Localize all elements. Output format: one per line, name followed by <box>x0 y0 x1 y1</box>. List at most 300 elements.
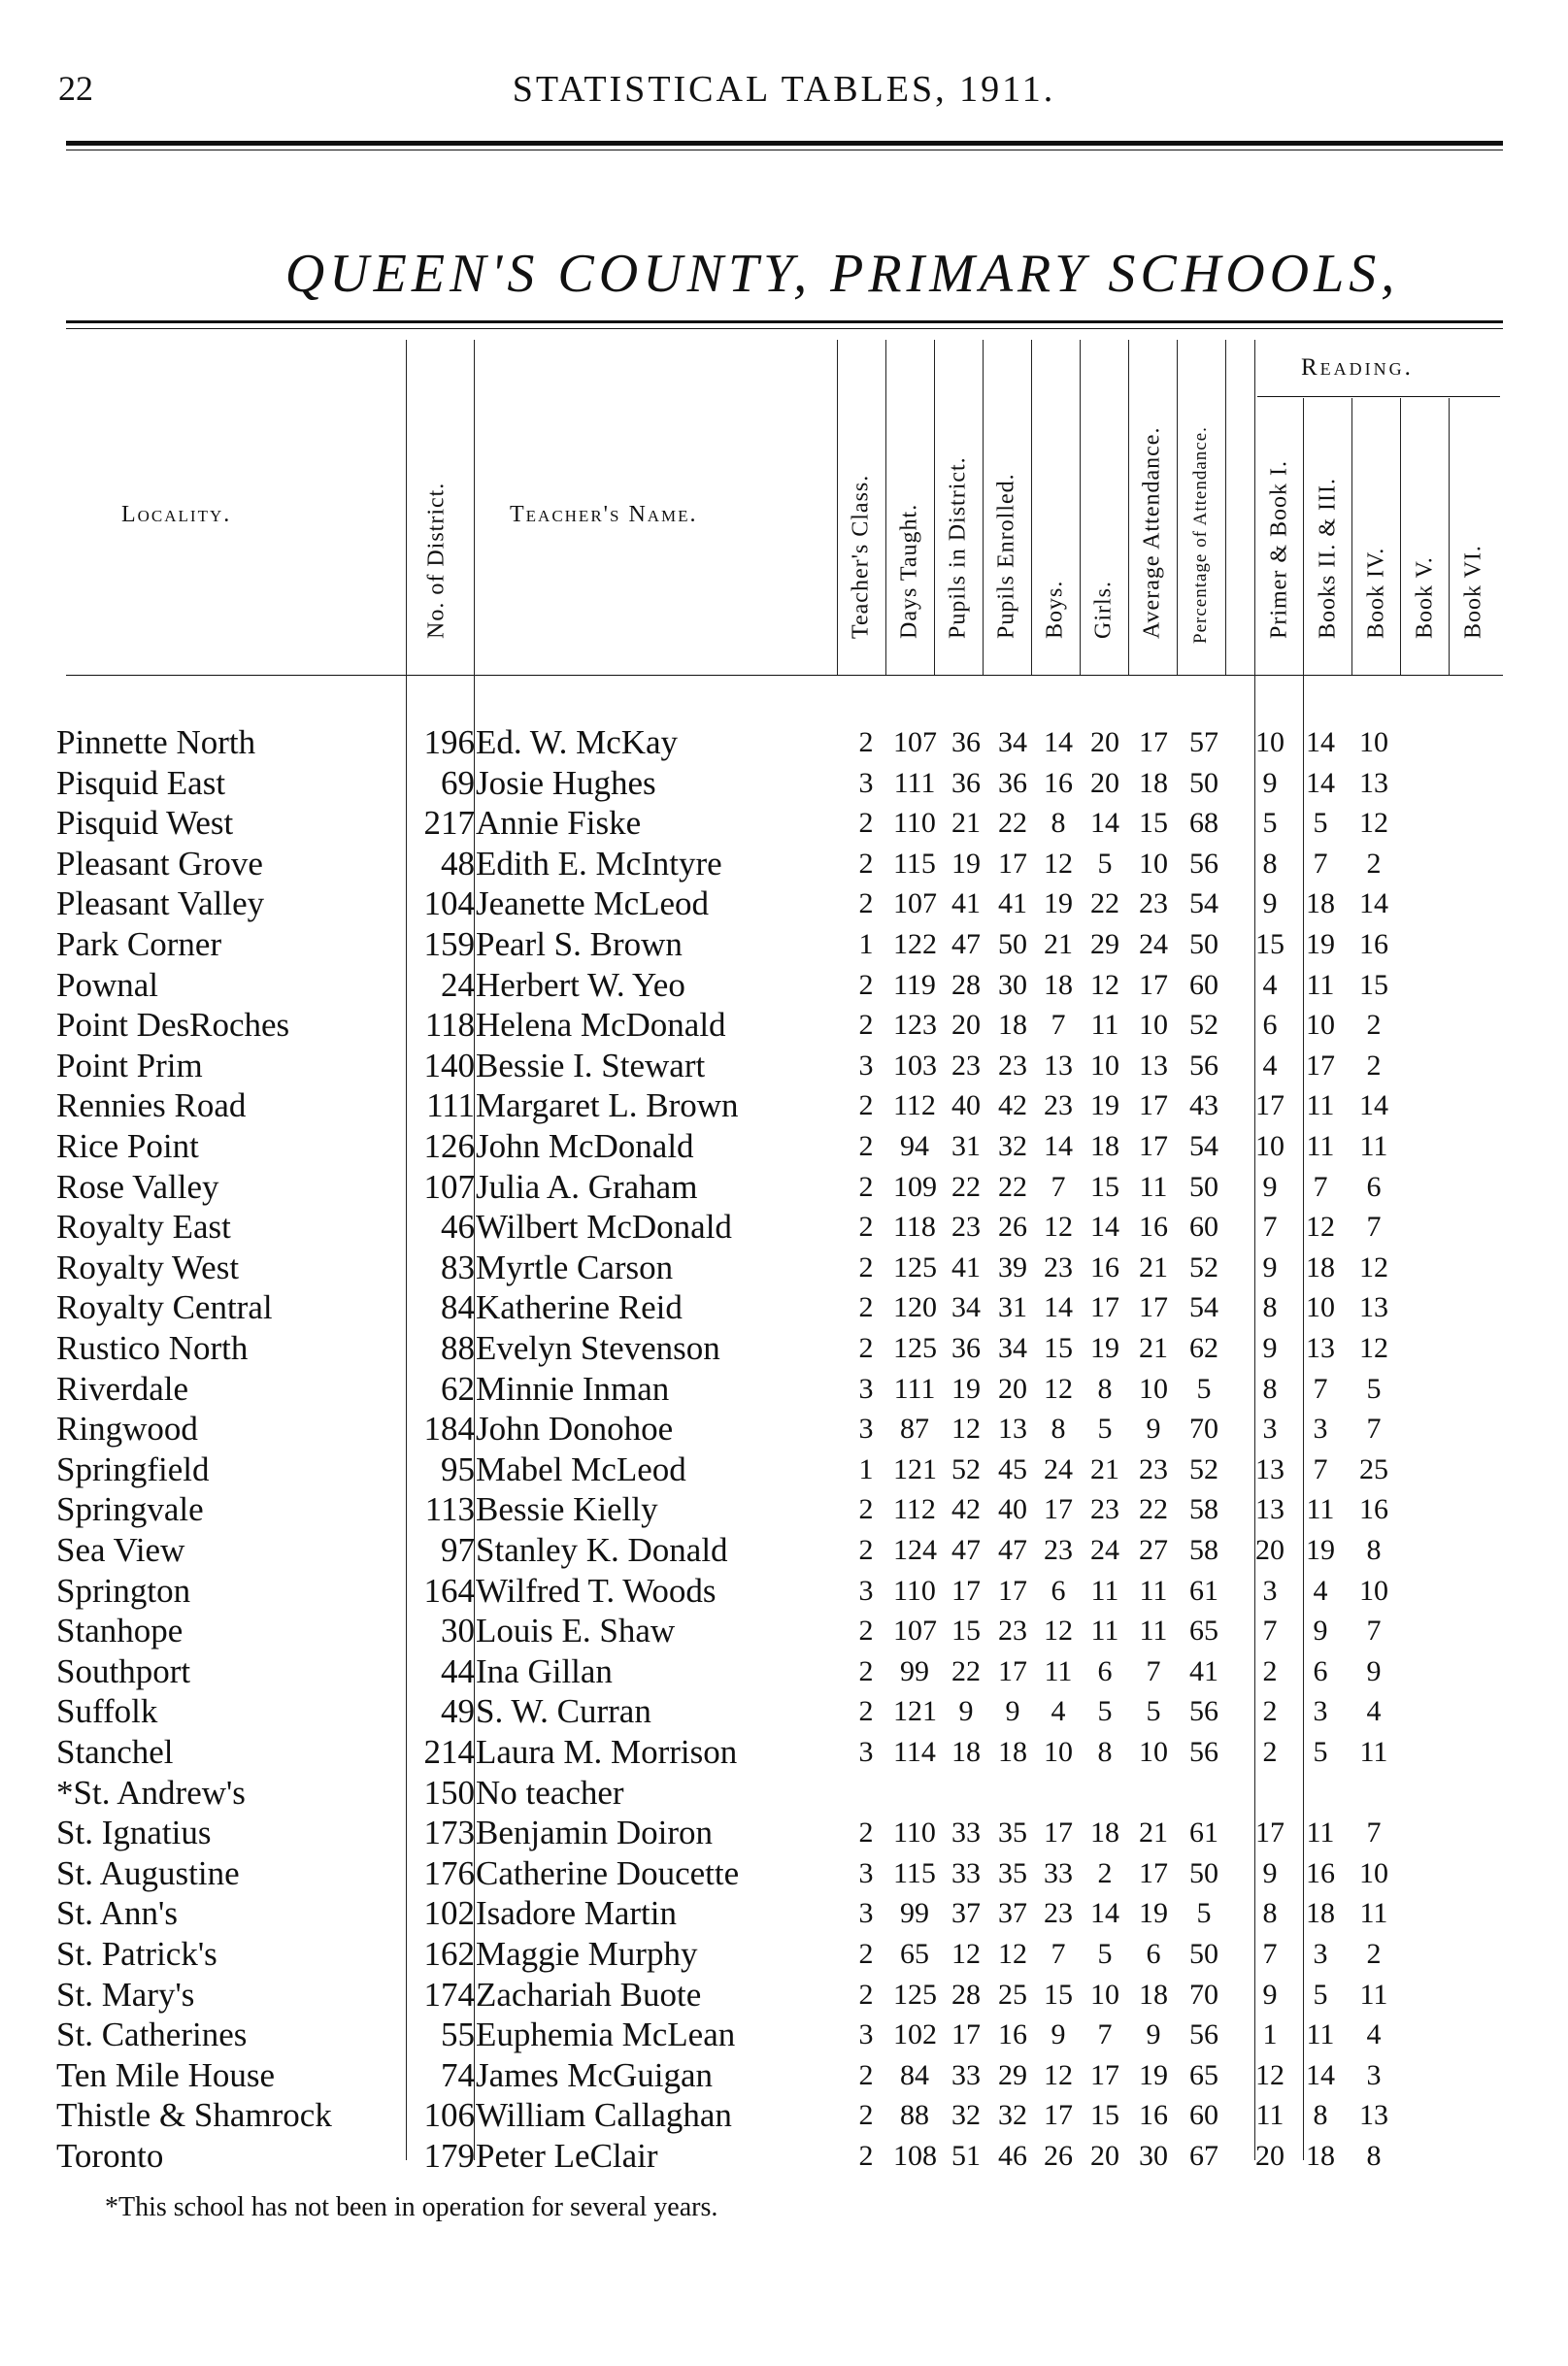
table-row <box>0 1732 1568 1773</box>
value-cell: 2 <box>1262 1695 1278 1728</box>
locality-cell: Springton <box>56 1571 191 1610</box>
value-cell: 65 <box>1189 2058 1218 2091</box>
value-cell: 119 <box>893 968 936 1001</box>
value-cell: 23 <box>1044 1897 1073 1930</box>
teacher-name-cell: S. W. Curran <box>476 1692 651 1731</box>
district-number-cell: 74 <box>441 2055 475 2094</box>
reading-header: Reading. <box>1301 354 1414 381</box>
district-number-cell: 69 <box>441 763 475 802</box>
teacher-name-cell: James McGuigan <box>476 2055 713 2094</box>
value-cell: 11 <box>1306 1089 1335 1122</box>
value-cell: 56 <box>1189 847 1218 880</box>
value-cell: 46 <box>998 2140 1027 2172</box>
value-cell: 2 <box>858 1816 874 1849</box>
value-cell: 19 <box>1306 1534 1335 1566</box>
value-cell: 68 <box>1189 807 1218 840</box>
value-cell: 5 <box>1313 1736 1328 1768</box>
teacher-name-cell: Wilfred T. Woods <box>476 1571 717 1610</box>
value-cell: 125 <box>893 1332 937 1364</box>
value-cell: 5 <box>1097 847 1113 880</box>
district-number-cell: 217 <box>423 804 475 843</box>
district-number-cell: 24 <box>441 965 475 1004</box>
value-cell: 34 <box>951 1291 981 1324</box>
value-cell: 2 <box>858 1493 874 1526</box>
value-cell: 12 <box>1044 1372 1073 1405</box>
page-number: 22 <box>58 69 93 108</box>
value-cell: 30 <box>998 968 1027 1001</box>
value-cell: 19 <box>1044 887 1073 920</box>
teacher-name-cell: Helena McDonald <box>476 1006 726 1045</box>
value-cell: 18 <box>1139 1978 1168 2011</box>
value-cell: 7 <box>1366 1615 1382 1648</box>
column-rule <box>1177 340 1178 675</box>
value-cell: 102 <box>893 2018 937 2051</box>
value-cell: 3 <box>858 1413 874 1446</box>
value-cell: 114 <box>893 1736 936 1768</box>
value-cell: 2 <box>858 1170 874 1203</box>
teacher-name-cell: Bessie I. Stewart <box>476 1046 706 1084</box>
value-cell: 3 <box>1262 1574 1278 1607</box>
value-cell: 107 <box>893 1615 937 1648</box>
district-number-cell: 162 <box>423 1935 475 1973</box>
value-cell: 12 <box>998 1938 1027 1970</box>
value-cell: 8 <box>1051 807 1066 840</box>
value-cell: 5 <box>1196 1897 1212 1930</box>
value-cell: 18 <box>998 1736 1027 1768</box>
value-cell: 12 <box>1359 807 1388 840</box>
teacher-name-cell: Ina Gillan <box>476 1651 613 1690</box>
value-cell: 20 <box>1090 2140 1119 2172</box>
value-cell: 50 <box>1189 928 1218 960</box>
teacher-name-cell: Herbert W. Yeo <box>476 965 685 1004</box>
teacher-name-cell: Catherine Doucette <box>476 1853 740 1892</box>
value-cell: 5 <box>1262 807 1278 840</box>
value-cell: 23 <box>998 1049 1027 1082</box>
value-cell: 56 <box>1189 1049 1218 1082</box>
value-cell: 12 <box>1044 847 1073 880</box>
value-cell: 9 <box>1146 2018 1161 2051</box>
value-cell: 10 <box>1359 726 1388 758</box>
district-number-cell: 111 <box>426 1086 475 1125</box>
value-cell: 17 <box>998 1574 1027 1607</box>
value-cell: 23 <box>1044 1250 1073 1283</box>
value-cell: 7 <box>1313 1170 1328 1203</box>
value-cell: 11 <box>1255 2099 1284 2132</box>
value-cell: 107 <box>893 887 937 920</box>
value-cell: 15 <box>1044 1332 1073 1364</box>
value-cell: 24 <box>1044 1452 1073 1485</box>
value-cell: 21 <box>1139 1332 1168 1364</box>
value-cell: 20 <box>1090 766 1119 799</box>
value-cell: 2 <box>858 968 874 1001</box>
district-number-cell: 179 <box>423 2137 475 2175</box>
value-cell: 12 <box>1359 1332 1388 1364</box>
value-cell: 12 <box>951 1938 981 1970</box>
locality-cell: Rose Valley <box>56 1167 219 1206</box>
value-cell: 6 <box>1051 1574 1066 1607</box>
value-cell: 29 <box>998 2058 1027 2091</box>
value-cell: 13 <box>998 1413 1027 1446</box>
value-cell: 7 <box>1262 1615 1278 1648</box>
value-cell: 2 <box>858 1615 874 1648</box>
value-cell: 51 <box>951 2140 981 2172</box>
value-cell: 62 <box>1189 1332 1218 1364</box>
teacher-name-cell: Louis E. Shaw <box>476 1612 676 1650</box>
table-row <box>0 1085 1568 1126</box>
locality-cell: Pisquid East <box>56 763 226 802</box>
teacher-name-cell: Edith E. McIntyre <box>476 844 722 883</box>
value-cell: 36 <box>951 726 981 758</box>
district-number-cell: 159 <box>423 925 475 963</box>
table-row <box>0 1571 1568 1612</box>
value-cell: 54 <box>1189 1130 1218 1162</box>
locality-cell: Royalty West <box>56 1248 240 1286</box>
value-cell: 10 <box>1139 1009 1168 1042</box>
value-cell: 2 <box>858 1250 874 1283</box>
teacher-class-header: Teacher's Class. <box>848 474 874 639</box>
value-cell: 31 <box>951 1130 981 1162</box>
days-header: Days Taught. <box>896 503 922 639</box>
locality-cell: Thistle & Shamrock <box>56 2096 332 2135</box>
locality-cell: Pinnette North <box>56 723 256 761</box>
value-cell: 50 <box>998 928 1027 960</box>
district-number-cell: 62 <box>441 1369 475 1408</box>
district-number-cell: 44 <box>441 1651 475 1690</box>
value-cell: 8 <box>1366 1534 1382 1566</box>
value-cell: 5 <box>1146 1695 1161 1728</box>
value-cell: 52 <box>1189 1009 1218 1042</box>
locality-cell: St. Ignatius <box>56 1814 212 1852</box>
value-cell: 7 <box>1051 1170 1066 1203</box>
teacher-name-cell: Ed. W. McKay <box>476 723 679 761</box>
value-cell: 33 <box>951 1816 981 1849</box>
value-cell: 47 <box>951 1534 981 1566</box>
value-cell: 14 <box>1090 1211 1119 1244</box>
value-cell: 19 <box>951 1372 981 1405</box>
value-cell: 17 <box>1139 1089 1168 1122</box>
value-cell: 7 <box>1097 2018 1113 2051</box>
value-cell: 107 <box>893 726 937 758</box>
value-cell: 17 <box>1139 1856 1168 1889</box>
value-cell: 17 <box>1044 1493 1073 1526</box>
district-number-cell: 88 <box>441 1329 475 1367</box>
value-cell: 2 <box>858 847 874 880</box>
value-cell: 17 <box>1255 1816 1284 1849</box>
value-cell: 70 <box>1189 1978 1218 2011</box>
locality-cell: St. Augustine <box>56 1853 240 1892</box>
value-cell: 7 <box>1313 1452 1328 1485</box>
locality-cell: Springvale <box>56 1490 204 1529</box>
value-cell: 22 <box>1139 1493 1168 1526</box>
value-cell: 70 <box>1189 1413 1218 1446</box>
value-cell: 9 <box>1366 1654 1382 1687</box>
value-cell: 41 <box>951 887 981 920</box>
district-number-cell: 173 <box>423 1814 475 1852</box>
girls-header: Girls. <box>1090 581 1117 639</box>
locality-cell: St. Ann's <box>56 1894 178 1933</box>
teacher-name-cell: Benjamin Doiron <box>476 1814 713 1852</box>
value-cell: 18 <box>1090 1130 1119 1162</box>
column-rule <box>1031 340 1032 675</box>
value-cell: 15 <box>1139 807 1168 840</box>
value-cell: 35 <box>998 1816 1027 1849</box>
value-cell: 47 <box>998 1534 1027 1566</box>
value-cell: 27 <box>1139 1534 1168 1566</box>
value-cell: 10 <box>1359 1856 1388 1889</box>
value-cell: 23 <box>1139 887 1168 920</box>
value-cell: 2 <box>858 726 874 758</box>
percentage-attendance-header: Percentage of Attendance. <box>1190 426 1211 644</box>
table-row <box>0 1691 1568 1732</box>
locality-cell: St. Mary's <box>56 1975 195 2014</box>
locality-cell: Suffolk <box>56 1692 158 1731</box>
value-cell: 28 <box>951 968 981 1001</box>
value-cell: 17 <box>1090 1291 1119 1324</box>
value-cell: 111 <box>893 766 936 799</box>
book-6-header: Book VI. <box>1460 545 1486 639</box>
value-cell: 22 <box>951 1170 981 1203</box>
value-cell: 109 <box>893 1170 937 1203</box>
column-rule <box>1400 398 1401 675</box>
value-cell: 110 <box>893 807 936 840</box>
value-cell: 87 <box>900 1413 929 1446</box>
value-cell: 11 <box>1306 2018 1335 2051</box>
value-cell: 9 <box>958 1695 974 1728</box>
value-cell: 7 <box>1313 1372 1328 1405</box>
column-rule <box>885 340 886 675</box>
table-row <box>0 1651 1568 1692</box>
primer-header: Primer & Book I. <box>1266 460 1292 639</box>
value-cell: 6 <box>1313 1654 1328 1687</box>
pupils-enrolled-header: Pupils Enrolled. <box>993 473 1019 639</box>
value-cell: 5 <box>1097 1695 1113 1728</box>
value-cell: 9 <box>1005 1695 1020 1728</box>
value-cell: 7 <box>1146 1654 1161 1687</box>
value-cell: 50 <box>1189 1170 1218 1203</box>
table-row <box>0 1248 1568 1288</box>
table-row <box>0 1207 1568 1248</box>
value-cell: 2 <box>858 1211 874 1244</box>
value-cell: 23 <box>1090 1493 1119 1526</box>
value-cell: 32 <box>998 2099 1027 2132</box>
value-cell: 5 <box>1366 1372 1382 1405</box>
table-row <box>0 1005 1568 1046</box>
value-cell: 28 <box>951 1978 981 2011</box>
district-number-cell: 97 <box>441 1531 475 1569</box>
value-cell: 8 <box>1262 1372 1278 1405</box>
value-cell: 2 <box>858 1089 874 1122</box>
value-cell: 3 <box>1313 1938 1328 1970</box>
value-cell: 14 <box>1306 726 1335 758</box>
value-cell: 56 <box>1189 1736 1218 1768</box>
teacher-name-cell: Julia A. Graham <box>476 1167 698 1206</box>
value-cell: 9 <box>1262 1332 1278 1364</box>
value-cell: 34 <box>998 726 1027 758</box>
value-cell: 61 <box>1189 1574 1218 1607</box>
value-cell: 1 <box>858 1452 874 1485</box>
locality-cell: Royalty East <box>56 1208 231 1247</box>
value-cell: 3 <box>858 1574 874 1607</box>
locality-cell: Toronto <box>56 2137 164 2175</box>
value-cell: 5 <box>1313 1978 1328 2011</box>
table-row <box>0 844 1568 884</box>
value-cell: 45 <box>998 1452 1027 1485</box>
value-cell: 10 <box>1359 1574 1388 1607</box>
value-cell: 3 <box>858 1049 874 1082</box>
value-cell: 17 <box>1306 1049 1335 1082</box>
value-cell: 2 <box>858 2058 874 2091</box>
value-cell: 11 <box>1090 1615 1119 1648</box>
value-cell: 120 <box>893 1291 937 1324</box>
teacher-name-cell: Wilbert McDonald <box>476 1208 732 1247</box>
table-row <box>0 1450 1568 1490</box>
value-cell: 112 <box>893 1089 936 1122</box>
locality-cell: Pisquid West <box>56 804 234 843</box>
value-cell: 12 <box>1090 968 1119 1001</box>
value-cell: 2 <box>1366 847 1382 880</box>
table-row <box>0 1328 1568 1369</box>
value-cell: 16 <box>998 2018 1027 2051</box>
value-cell: 11 <box>1090 1574 1119 1607</box>
column-rule <box>1080 340 1081 675</box>
value-cell: 17 <box>998 1654 1027 1687</box>
column-rule <box>1351 398 1352 675</box>
value-cell: 16 <box>1139 1211 1168 1244</box>
value-cell: 11 <box>1359 1130 1388 1162</box>
value-cell: 125 <box>893 1978 937 2011</box>
table-row <box>0 1893 1568 1934</box>
locality-cell: *St. Andrew's <box>56 1773 246 1812</box>
teacher-name-cell: Maggie Murphy <box>476 1935 698 1973</box>
value-cell: 10 <box>1090 1978 1119 2011</box>
teacher-name-cell: William Callaghan <box>476 2096 732 2135</box>
value-cell: 11 <box>1139 1170 1168 1203</box>
locality-cell: St. Catherines <box>56 2016 248 2054</box>
locality-cell: Sea View <box>56 1531 185 1569</box>
value-cell: 11 <box>1359 1978 1388 2011</box>
value-cell: 26 <box>998 1211 1027 1244</box>
value-cell: 18 <box>1306 887 1335 920</box>
value-cell: 99 <box>900 1897 929 1930</box>
value-cell: 9 <box>1262 887 1278 920</box>
value-cell: 8 <box>1097 1736 1113 1768</box>
value-cell: 52 <box>1189 1250 1218 1283</box>
value-cell: 42 <box>951 1493 981 1526</box>
value-cell: 4 <box>1366 1695 1382 1728</box>
district-number-cell: 140 <box>423 1046 475 1084</box>
value-cell: 9 <box>1262 1250 1278 1283</box>
value-cell: 6 <box>1146 1938 1161 1970</box>
teacher-name-cell: Zachariah Buote <box>476 1975 702 2014</box>
value-cell: 5 <box>1196 1372 1212 1405</box>
value-cell: 16 <box>1090 1250 1119 1283</box>
value-cell: 13 <box>1139 1049 1168 1082</box>
value-cell: 18 <box>1306 1250 1335 1283</box>
value-cell: 40 <box>951 1089 981 1122</box>
value-cell: 60 <box>1189 968 1218 1001</box>
value-cell: 23 <box>1044 1089 1073 1122</box>
value-cell: 7 <box>1366 1413 1382 1446</box>
value-cell: 29 <box>1090 928 1119 960</box>
district-number-cell: 95 <box>441 1450 475 1488</box>
value-cell: 58 <box>1189 1534 1218 1566</box>
table-row <box>0 1126 1568 1167</box>
value-cell: 36 <box>951 766 981 799</box>
teacher-name-cell: Katherine Reid <box>476 1288 683 1327</box>
value-cell: 61 <box>1189 1816 1218 1849</box>
district-number-cell: 118 <box>424 1006 475 1045</box>
locality-header: Locality. <box>121 502 232 527</box>
locality-cell: Stanchel <box>56 1733 174 1771</box>
value-cell: 3 <box>858 2018 874 2051</box>
value-cell: 2 <box>858 1130 874 1162</box>
value-cell: 4 <box>1366 2018 1382 2051</box>
value-cell: 11 <box>1359 1897 1388 1930</box>
value-cell: 8 <box>1313 2099 1328 2132</box>
value-cell: 60 <box>1189 1211 1218 1244</box>
district-number-cell: 164 <box>423 1571 475 1610</box>
value-cell: 15 <box>1090 1170 1119 1203</box>
locality-cell: Ten Mile House <box>56 2055 276 2094</box>
value-cell: 1 <box>858 928 874 960</box>
value-cell: 6 <box>1262 1009 1278 1042</box>
value-cell: 3 <box>858 1897 874 1930</box>
value-cell: 6 <box>1097 1654 1113 1687</box>
value-cell: 110 <box>893 1816 936 1849</box>
value-cell: 2 <box>858 1534 874 1566</box>
value-cell: 4 <box>1313 1574 1328 1607</box>
locality-cell: Ringwood <box>56 1410 198 1449</box>
value-cell: 15 <box>951 1615 981 1648</box>
teacher-name-cell: Pearl S. Brown <box>476 925 683 963</box>
value-cell: 52 <box>1189 1452 1218 1485</box>
value-cell: 11 <box>1306 1816 1335 1849</box>
value-cell: 15 <box>1044 1978 1073 2011</box>
teacher-name-cell: No teacher <box>476 1773 624 1812</box>
district-number-cell: 176 <box>423 1853 475 1892</box>
value-cell: 17 <box>1139 726 1168 758</box>
value-cell: 16 <box>1359 928 1388 960</box>
top-rule-thick <box>66 141 1503 146</box>
value-cell: 19 <box>1090 1089 1119 1122</box>
teacher-name-cell: Stanley K. Donald <box>476 1531 728 1569</box>
teacher-name-cell: Josie Hughes <box>476 763 656 802</box>
value-cell: 50 <box>1189 1938 1218 1970</box>
district-number-cell: 196 <box>423 723 475 761</box>
value-cell: 2 <box>1366 1049 1382 1082</box>
value-cell: 9 <box>1262 766 1278 799</box>
value-cell: 4 <box>1262 1049 1278 1082</box>
table-row <box>0 803 1568 844</box>
table-row <box>0 1409 1568 1450</box>
district-number-cell: 46 <box>441 1208 475 1247</box>
value-cell: 52 <box>951 1452 981 1485</box>
value-cell: 12 <box>1255 2058 1284 2091</box>
value-cell: 15 <box>1090 2099 1119 2132</box>
locality-cell: Point DesRoches <box>56 1006 290 1045</box>
value-cell: 17 <box>1139 968 1168 1001</box>
value-cell: 25 <box>998 1978 1027 2011</box>
district-number-cell: 84 <box>441 1288 475 1327</box>
table-row <box>0 965 1568 1006</box>
value-cell: 7 <box>1051 1938 1066 1970</box>
value-cell: 19 <box>1306 928 1335 960</box>
value-cell: 17 <box>1044 2099 1073 2132</box>
value-cell: 2 <box>858 807 874 840</box>
teacher-name-cell: Margaret L. Brown <box>476 1086 739 1125</box>
locality-cell: Springfield <box>56 1450 210 1488</box>
district-number-cell: 30 <box>441 1612 475 1650</box>
